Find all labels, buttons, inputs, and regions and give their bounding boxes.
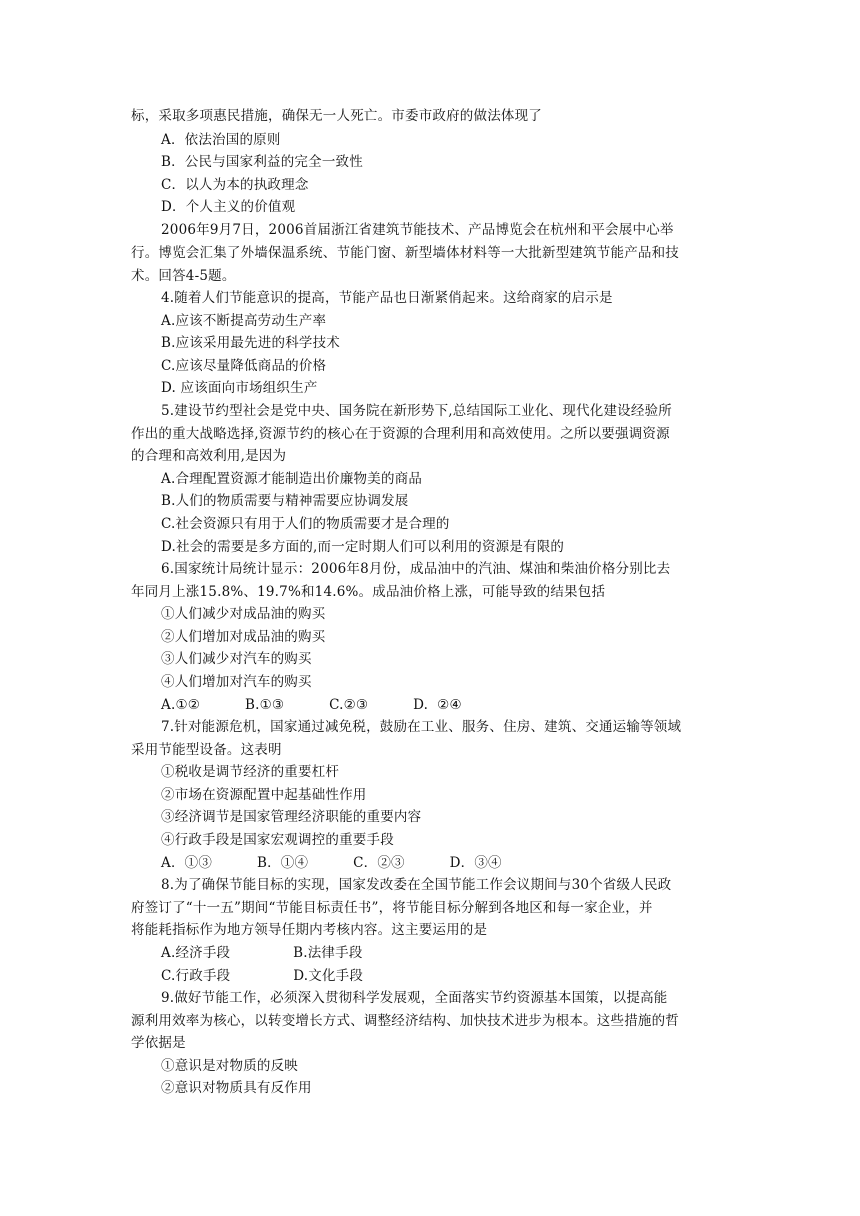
text-line: 2006年9月7日，2006首届浙江省建筑节能技术、产品博览会在杭州和平会展中心举 (161, 222, 674, 238)
statement-line: ①意识是对物质的反映 (161, 1058, 298, 1074)
text-line: 府签订了“十一五”期间“节能目标责任书”，将节能目标分解到各地区和每一家企业，并 (131, 900, 653, 916)
question-line: 6.国家统计局统计显示：2006年8月份，成品油中的汽油、煤油和柴油价格分别比去 (161, 561, 671, 577)
statement-line: ②市场在资源配置中起基础性作用 (161, 787, 367, 803)
option-line: A．依法治国的原则 (161, 132, 281, 148)
answer-options: A.①② B.①③ C.②③ D. ②④ (161, 697, 462, 713)
statement-line: ①税收是调节经济的重要杠杆 (161, 764, 340, 780)
question-line: 9.做好节能工作，必须深入贯彻科学发展观，全面落实节约资源基本国策，以提高能 (161, 990, 668, 1006)
text-line: 行。博览会汇集了外墙保温系统、节能门窗、新型墙体材料等一大批新型建筑节能产品和技 (131, 245, 679, 261)
statement-line: ④人们增加对汽车的购买 (161, 674, 312, 690)
statement-line: ②人们增加对成品油的购买 (161, 629, 326, 645)
text-line: 采用节能型设备。这表明 (131, 742, 282, 758)
text-line: 术。回答4-5题。 (131, 268, 236, 284)
question-line: 5.建设节约型社会是党中央、国务院在新形势下,总结国际工业化、现代化建设经验所 (161, 403, 672, 419)
statement-line: ②意识对物质具有反作用 (161, 1080, 312, 1096)
option-line: A.合理配置资源才能制造出价廉物美的商品 (161, 471, 423, 487)
statement-line: ④行政手段是国家宏观调控的重要手段 (161, 832, 394, 848)
answer-options: A.经济手段 B.法律手段 (161, 945, 363, 961)
option-line: D.社会的需要是多方面的,而一定时期人们可以利用的资源是有限的 (161, 539, 565, 555)
text-line: 年同月上涨15.8%、19.7%和14.6%。成品油价格上涨，可能导致的结果包括 (131, 584, 606, 600)
text-line: 的合理和高效利用,是因为 (131, 448, 287, 464)
option-line: C．以人为本的执政理念 (161, 177, 309, 193)
text-line: 将能耗指标作为地方领导任期内考核内容。这主要运用的是 (131, 922, 488, 938)
answer-options: A．①③ B．①④ C．②③ D．③④ (161, 855, 502, 871)
option-line: A.应该不断提高劳动生产率 (161, 313, 327, 329)
option-line: D．个人主义的价值观 (161, 199, 296, 215)
option-line: B.应该采用最先进的科学技术 (161, 335, 341, 351)
text-line: 源利用效率为核心，以转变增长方式、调整经济结构、加快技术进步为根本。这些措施的哲 (131, 1013, 679, 1029)
option-line: B.人们的物质需要与精神需要应协调发展 (161, 493, 409, 509)
question-line: 8.为了确保节能目标的实现，国家发改委在全国节能工作会议期间与30个省级人民政 (161, 877, 672, 893)
statement-line: ③经济调节是国家管理经济职能的重要内容 (161, 809, 422, 825)
option-line: C.应该尽量降低商品的价格 (161, 358, 327, 374)
option-line: D. 应该面向市场组织生产 (161, 380, 318, 396)
answer-options: C.行政手段 D.文化手段 (161, 968, 364, 984)
question-line: 4.随着人们节能意识的提高，节能产品也日渐紧俏起来。这给商家的启示是 (161, 290, 613, 306)
option-line: B．公民与国家利益的完全一致性 (161, 154, 363, 170)
statement-line: ③人们减少对汽车的购买 (161, 651, 312, 667)
option-line: C.社会资源只有用于人们的物质需要才是合理的 (161, 516, 450, 532)
question-line: 7.针对能源危机，国家通过减免税，鼓励在工业、服务、住房、建筑、交通运输等领域 (161, 719, 682, 735)
text-line: 作出的重大战略选择,资源节约的核心在于资源的合理利用和高效使用。之所以要强调资源 (131, 426, 670, 442)
statement-line: ①人们减少对成品油的购买 (161, 606, 326, 622)
text-line: 学依据是 (131, 1035, 186, 1051)
text-line: 标，采取多项惠民措施，确保无一人死亡。市委市政府的做法体现了 (131, 108, 542, 124)
